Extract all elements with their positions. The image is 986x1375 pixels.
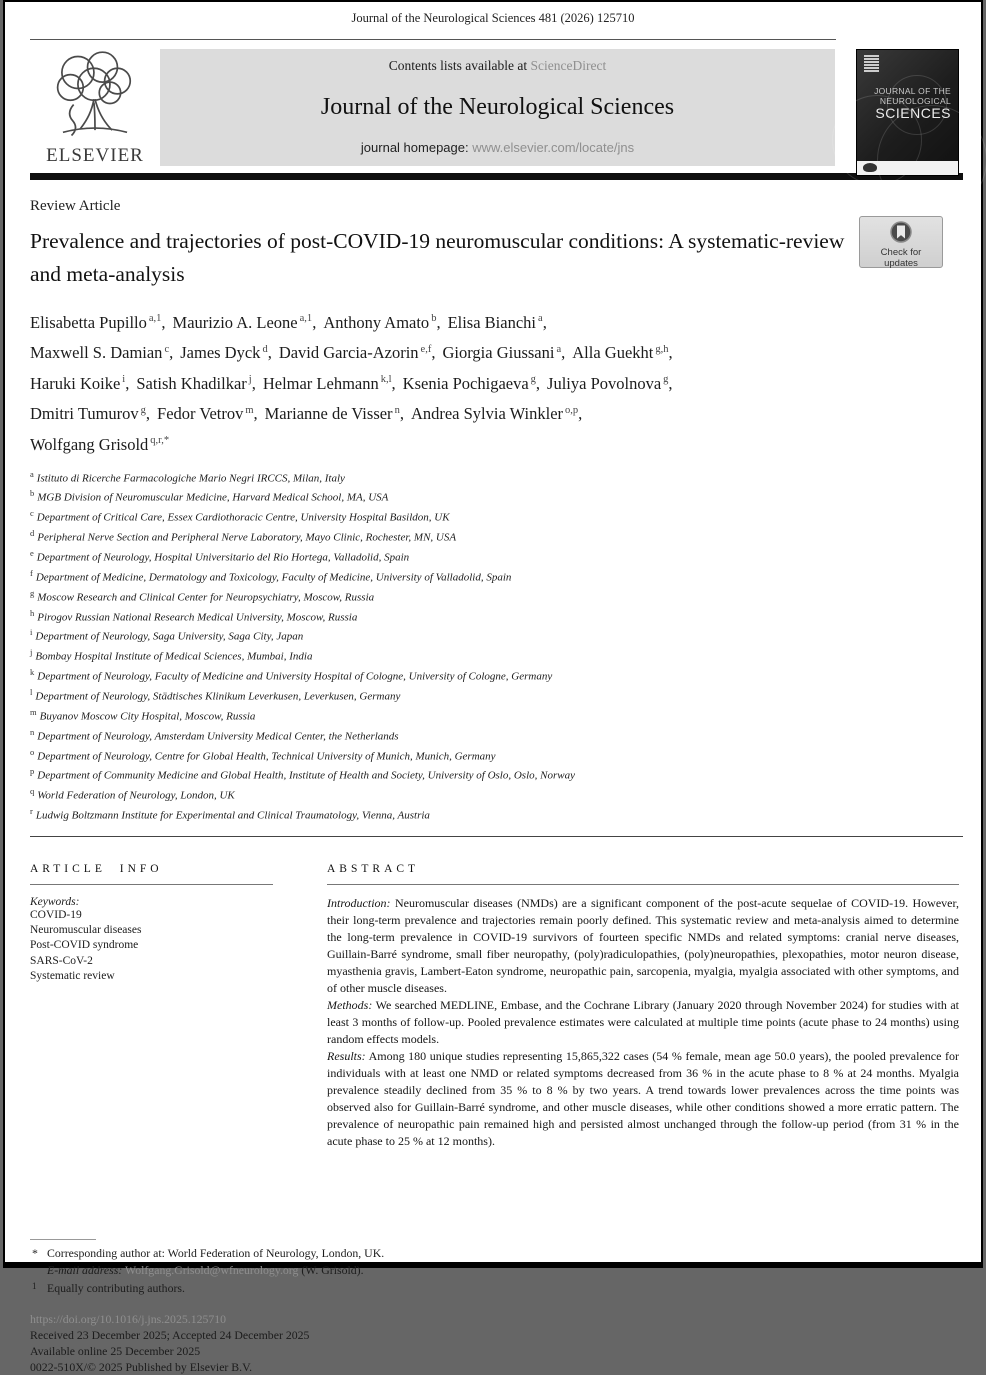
author-separator: , (542, 312, 547, 332)
masthead-box (160, 49, 835, 166)
cover-elsevier-mini-logo (863, 163, 877, 172)
author-affiliation-sup: g (663, 374, 669, 385)
author-affiliation-sup: a (556, 343, 562, 355)
affiliation-text: Department of Neurology, Centre for Global Health, Technical University of Munich, Munich, Germany (37, 750, 496, 763)
author (263, 374, 396, 393)
author-name: David Garcia-Azorin (278, 343, 419, 362)
affiliation-sup: c (30, 508, 34, 519)
author-separator: , (399, 404, 404, 423)
affiliation-text: Department of Neurology, Hospital Universitario del Rio Hortega, Valladolid, Spain (36, 551, 410, 564)
author-separator: , (668, 373, 673, 393)
elsevier-logo (30, 49, 160, 167)
author (572, 343, 672, 362)
article-info-rule (30, 884, 273, 885)
author-affiliation-sup: a,1 (148, 313, 162, 324)
keyword-list (30, 908, 273, 984)
author (448, 313, 547, 332)
author (403, 374, 540, 393)
article-info-column (30, 837, 273, 1219)
author (265, 404, 404, 423)
author (279, 343, 436, 362)
masthead-top-rule (30, 39, 836, 40)
abstract-column (327, 837, 959, 1219)
corresponding-author-note (30, 1245, 981, 1263)
author-line (30, 427, 981, 458)
affiliation-sup: j (30, 647, 33, 658)
homepage-line (160, 140, 835, 155)
author-affiliation-sup: e,f (420, 343, 432, 355)
author-affiliation-sup: c (164, 343, 170, 355)
author-name: Alla Guekht (572, 343, 654, 362)
paper-first-page (3, 0, 983, 1375)
affiliation (30, 705, 981, 725)
author-list (30, 305, 981, 458)
abstract-heading: ABSTRACT (327, 862, 420, 875)
homepage-label: journal homepage: (360, 140, 469, 155)
affiliation-sup: h (30, 607, 35, 618)
email-suffix: (W. Grisold). (301, 1263, 364, 1278)
affiliation (30, 546, 981, 566)
equal-contribution-note (30, 1280, 981, 1298)
affiliation-sup: q (30, 786, 35, 797)
author-separator: , (267, 343, 272, 362)
keyword: COVID-19 (30, 908, 82, 921)
affiliation (30, 645, 981, 665)
author-affiliation-sup: n (394, 404, 400, 416)
author-name: Elisabetta Pupillo (30, 312, 147, 332)
affiliation (30, 685, 981, 705)
author-affiliation-sup: d (262, 343, 268, 355)
bookmark-icon (890, 230, 912, 247)
info-abstract-columns (30, 837, 959, 1219)
abstract-body (327, 895, 959, 1150)
author-affiliation-sup: i (122, 374, 126, 385)
author (30, 313, 166, 332)
contents-prefix: Contents lists available at (388, 58, 528, 73)
author-name: Maurizio A. Leone (172, 312, 298, 332)
affiliation (30, 606, 981, 626)
author-separator: , (251, 373, 256, 393)
abstract-paragraph-label: Introduction: (327, 895, 391, 910)
author-name: Anthony Amato (323, 312, 430, 332)
abstract-paragraph-text: Neuromuscular diseases (NMDs) are a significant component of the post-acute sequelae of COVID-19. However, their long-term prevalence and trajectories remain poorly defined. This systematic review and meta-analysis aimed to determine the long-term prevalence in COVID-19 survivors of fourteen specific NMDs and related symptoms: cranial nerve diseases, Guillain-Barré syndrome, small fiber neuropathy, (poly)radiculopathies, (poly)neuropathies, plexopathies, motor neuron disease, myasthenia gravis, Lambert-Eaton syndrome, neuropathic pain, sarcopenia, myalgia, myalgia associated with other symptoms, and of other muscle diseases. (327, 895, 960, 995)
keywords-label: Keywords: (30, 895, 80, 908)
author-affiliation-sup: o,p (565, 404, 579, 416)
affiliation-text: Pirogov Russian National Research Medical University, Moscow, Russia (37, 611, 358, 624)
email-label: E-mail address: (47, 1263, 123, 1278)
author-line (30, 366, 981, 397)
author-affiliation-sup: g (530, 374, 536, 385)
cover-issn-block (864, 55, 879, 72)
author-affiliation-sup: g,h (655, 343, 669, 355)
masthead (30, 49, 959, 167)
author-separator: , (668, 343, 673, 362)
cover-title-big: SCIENCES (875, 105, 951, 121)
masthead-black-bar (30, 173, 963, 180)
affiliation-sup: d (30, 528, 35, 539)
author-separator: , (561, 343, 566, 362)
affiliation-text: Istituto di Ricerche Farmacologiche Mario Negri IRCCS, Milan, Italy (36, 472, 345, 485)
author-name: Fedor Vetrov (157, 404, 244, 423)
author-affiliation-sup: a (538, 313, 543, 324)
author-name: Wolfgang Grisold (30, 434, 149, 454)
author-separator: , (145, 404, 151, 423)
author-name: Giorgia Giussani (442, 343, 555, 362)
cover-title (874, 86, 951, 121)
doi-link[interactable]: https://doi.org/10.1016/j.jns.2025.125710 (30, 1312, 227, 1327)
cover-title-line: JOURNAL OF THE (874, 86, 951, 96)
affiliation-text: Moscow Research and Clinical Center for Neuropsychiatry, Moscow, Russia (37, 591, 375, 604)
affiliation (30, 665, 981, 685)
author-name: Helmar Lehmann (262, 373, 379, 393)
author-affiliation-sup: b (431, 313, 437, 324)
author-separator: , (391, 373, 396, 393)
corresponding-author-text: Corresponding author at: World Federation of Neurology, London, UK. (47, 1245, 385, 1260)
affiliation-text: Department of Critical Care, Essex Cardiothoracic Centre, University Hospital Basildon, UK (36, 511, 450, 524)
elsevier-tree-icon (41, 49, 149, 143)
journal-cover-thumbnail[interactable] (856, 49, 959, 176)
affiliation-text: Ludwig Boltzmann Institute for Experimental and Clinical Traumatology, Vienna, Austria (35, 809, 430, 822)
publication-info (30, 1311, 981, 1375)
author-separator: , (431, 343, 436, 362)
check-for-updates-line2: updates (884, 257, 918, 269)
abstract-paragraph-text: We searched MEDLINE, Embase, and the Cochrane Library (January 2020 through November 2024) for studies with at least 3 months of follow-up. Pooled prevalence estimates were calculated at multiple time points (acute phase to 24 months) using random effects models. (327, 997, 959, 1046)
author (173, 313, 317, 332)
affiliation-sup: n (30, 726, 35, 737)
author-separator: , (161, 312, 166, 332)
affiliation-sup: e (30, 547, 34, 558)
author-line (30, 336, 981, 367)
author (136, 374, 256, 393)
footnotes (30, 1245, 981, 1298)
author (547, 374, 673, 393)
author (30, 435, 169, 454)
affiliation-sup: i (30, 627, 33, 638)
author-name: Maxwell S. Damian (30, 343, 163, 362)
article-info-heading: ARTICLE INFO (30, 862, 163, 875)
abstract-paragraph (327, 895, 959, 997)
available-online-line: Available online 25 December 2025 (30, 1344, 201, 1359)
affiliation-text: Department of Medicine, Dermatology and Toxicology, Faculty of Medicine, University of Valladolid, Spain (35, 571, 512, 584)
affiliation (30, 804, 981, 824)
author-separator: , (125, 373, 130, 393)
asterisk-marker: * (32, 1245, 38, 1260)
affiliation (30, 566, 981, 586)
author (30, 374, 129, 393)
author-affiliation-sup: j (248, 374, 252, 385)
affiliation (30, 784, 981, 804)
sciencedirect-link[interactable]: ScienceDirect (530, 58, 607, 73)
affiliation-text: Bombay Hospital Institute of Medical Sciences, Mumbai, India (35, 650, 313, 663)
author-separator: , (169, 343, 174, 362)
email-note (30, 1262, 981, 1280)
author-line (30, 397, 981, 428)
journal-title: Journal of the Neurological Sciences (320, 93, 675, 120)
author (323, 313, 440, 332)
affiliation-sup: l (30, 686, 33, 697)
check-for-updates-line1: Check for (880, 247, 922, 258)
affiliation-sup: f (30, 567, 33, 578)
author-separator: , (535, 373, 541, 393)
author-name: Dmitri Tumurov (30, 404, 139, 423)
affiliation-text: Department of Neurology, Saga University, Saga City, Japan (35, 631, 304, 644)
author-affiliation-sup: g (140, 404, 146, 416)
article-head (30, 198, 981, 291)
affiliation-sup: a (30, 468, 34, 479)
affiliation-text: Buyanov Moscow City Hospital, Moscow, Russia (39, 710, 256, 723)
affiliation-list (30, 467, 981, 824)
author (442, 343, 565, 362)
abstract-paragraph (327, 997, 959, 1048)
affiliation (30, 625, 981, 645)
author-line (30, 305, 981, 336)
affiliation (30, 526, 981, 546)
affiliation-sup: b (30, 488, 35, 499)
affiliation (30, 467, 981, 487)
keyword: Neuromuscular diseases (30, 924, 142, 937)
affiliation-text: Department of Neurology, Faculty of Medicine and University Hospital of Cologne, University of Cologne, Germany (37, 670, 553, 683)
affiliation-text: MGB Division of Neuromuscular Medicine, Harvard Medical School, MA, USA (37, 492, 389, 505)
article-type-label: Review Article (30, 198, 121, 214)
paper-title: Prevalence and trajectories of post-COVID-19 neuromuscular conditions: A systematic-review and meta-analysis (30, 229, 845, 286)
abstract-paragraph-text: Among 180 unique studies representing 15,865,322 cases (54 % female, mean age 50.0 years), the pooled prevalence for individuals with at least one NMD or related symptoms decreased from 36 % in the acute phase to 8 % at 24 months. Myalgia prevalence steadily declined from 35 % to 8 % by two years. A trend towards lower prevalences across the time points was observed also for Guillain-Barré syndrome, and other muscle diseases, while other conditions showed a more erratic pattern. The prevalence of neuropathic pain remained high and persisted almost unchanged through the follow-up period (from 31 % in the acute phase to 25 % at 12 months). (327, 1048, 959, 1148)
abstract-paragraph (327, 1048, 959, 1150)
affiliation-sup: k (30, 667, 35, 678)
affiliation-sup: r (30, 806, 33, 817)
affiliation (30, 745, 981, 765)
affiliation-sup: g (30, 587, 35, 598)
running-head-citation: Journal of the Neurological Sciences 481 (2026) 125710 (351, 11, 635, 25)
keyword: SARS-CoV-2 (30, 954, 93, 967)
author-separator: , (436, 312, 441, 332)
affiliation (30, 486, 981, 506)
author-affiliation-sup: a,1 (299, 313, 313, 324)
keyword: Post-COVID syndrome (30, 939, 139, 952)
author-separator: , (578, 404, 583, 423)
equal-contribution-text: Equally contributing authors. (47, 1280, 185, 1295)
footnote-rule (30, 1239, 96, 1240)
affiliation-text: Department of Community Medicine and Global Health, Institute of Health and Society, University of Oslo, Oslo, Norway (37, 770, 575, 783)
author-name: James Dyck (180, 343, 261, 362)
author-affiliation-sup: q,r,* (150, 435, 170, 446)
author-name: Haruki Koike (30, 373, 121, 393)
cover-title-line: NEUROLOGICAL (879, 96, 951, 106)
author-name: Andrea Sylvia Winkler (410, 404, 564, 423)
issn-copyright-line: 0022-510X/© 2025 Published by Elsevier B.V. (30, 1360, 253, 1375)
homepage-url-link[interactable]: www.elsevier.com/locate/jns (472, 140, 635, 155)
affiliation-text: World Federation of Neurology, London, UK (37, 789, 235, 802)
author-separator: , (253, 404, 258, 423)
keyword: Systematic review (30, 969, 115, 982)
author (157, 404, 258, 423)
affiliation-text: Department of Neurology, Städtisches Klinikum Leverkusen, Leverkusen, Germany (35, 690, 401, 703)
cover-bottom-band (857, 161, 958, 175)
author (30, 343, 173, 362)
author-name: Satish Khadilkar (136, 373, 247, 393)
affiliation-text: Peripheral Nerve Section and Peripheral Nerve Laboratory, Mayo Clinic, Rochester, MN, USA (37, 531, 457, 544)
abstract-rule (327, 884, 959, 885)
affiliation-sup: o (30, 746, 35, 757)
affiliation (30, 506, 981, 526)
author-name: Ksenia Pochigaeva (402, 373, 529, 393)
received-accepted-line: Received 23 December 2025; Accepted 24 December 2025 (30, 1328, 310, 1343)
author-separator: , (312, 312, 317, 332)
affiliation (30, 764, 981, 784)
affiliation (30, 586, 981, 606)
affiliation-sup: m (30, 706, 37, 717)
footnote-1-marker: 1 (32, 1280, 37, 1291)
affiliation-sup: p (30, 766, 35, 777)
check-for-updates-badge[interactable] (859, 216, 943, 268)
author (180, 343, 272, 362)
affiliation-text: Department of Neurology, Amsterdam University Medical Center, the Netherlands (37, 730, 399, 743)
author-name: Elisa Bianchi (447, 312, 537, 332)
author-affiliation-sup: m (245, 404, 254, 416)
author-name: Juliya Povolnova (547, 373, 662, 393)
abstract-paragraph-label: Methods: (327, 997, 373, 1012)
author-affiliation-sup: k,l (380, 374, 392, 385)
author-name: Marianne de Visser (264, 404, 393, 423)
author (411, 404, 582, 423)
column-gap (273, 837, 327, 1219)
author (30, 404, 150, 423)
elsevier-wordmark: ELSEVIER (46, 145, 144, 166)
abstract-paragraph-label: Results: (327, 1048, 366, 1063)
affiliation (30, 725, 981, 745)
contents-line (160, 58, 835, 74)
email-link[interactable]: Wolfgang.Grisold@wfneurology.org (125, 1263, 299, 1278)
